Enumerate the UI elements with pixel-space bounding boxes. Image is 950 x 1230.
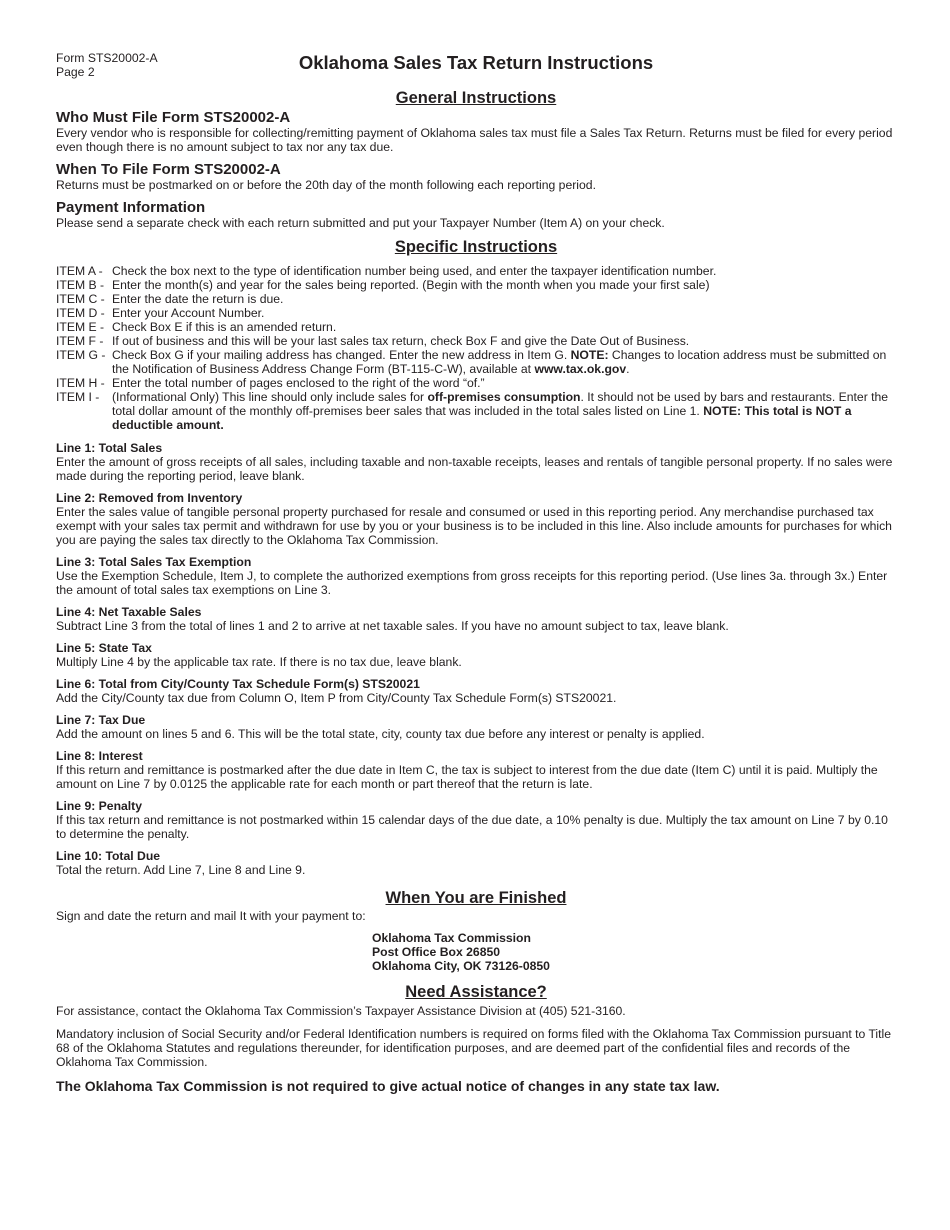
item-list (56, 264, 896, 432)
line-10-section (56, 849, 896, 877)
item-label: ITEM B - (56, 278, 105, 292)
item-h (56, 376, 896, 390)
item-g (56, 348, 896, 376)
item-label: ITEM I - (56, 390, 100, 404)
address-line: Post Office Box 26850 (372, 945, 501, 959)
when-finished-heading: When You are Finished (385, 889, 567, 907)
item-text (112, 390, 896, 432)
item-text: Enter the month(s) and year for the sales being reported. (Begin with the month when you made your first sale) (112, 278, 710, 292)
item-text-part: Changes to location address must be submitted on the Notification of Business Address Change Form (BT-115-C-W), available at (112, 348, 887, 376)
when-to-file-heading: When To File Form STS20002-A (56, 161, 281, 178)
form-identifier (56, 52, 158, 79)
item-text-part: Check Box G if your mailing address has changed. Enter the new address in Item G. (112, 348, 571, 362)
line-heading: Line 1: Total Sales (56, 441, 163, 455)
line-text: Enter the amount of gross receipts of all sales, including taxable and non-taxable receipts, leases and rentals of tangible personal property. If no sales were made during the reporting period, leave blank. (56, 455, 893, 483)
item-c (56, 292, 896, 306)
item-e (56, 320, 896, 334)
item-label: ITEM A - (56, 264, 103, 278)
item-text: Check Box E if this is an amended return. (112, 320, 337, 334)
emphasis-text: off-premises consumption (427, 390, 581, 404)
mandatory-id-notice: Mandatory inclusion of Social Security and/or Federal Identification numbers is required on forms filed with the Oklahoma Tax Commission pursuant to Title 68 of the Oklahoma Statutes and regulations thereunder, for identification purposes, and are deemed part of the confidential files and records of the Oklahoma Tax Commission. (56, 1027, 892, 1069)
assistance-contact: For assistance, contact the Oklahoma Tax Commission’s Taxpayer Assistance Division at (405) 521-3160. (56, 1004, 626, 1018)
item-f (56, 334, 896, 348)
item-label: ITEM E - (56, 320, 105, 334)
line-heading: Line 6: Total from City/County Tax Schedule Form(s) STS20021 (56, 677, 420, 691)
item-label: ITEM D - (56, 306, 105, 320)
line-heading: Line 5: State Tax (56, 641, 152, 655)
tax-law-notice: The Oklahoma Tax Commission is not required to give actual notice of changes in any state tax law. (56, 1078, 720, 1094)
line-heading: Line 7: Tax Due (56, 713, 146, 727)
line-9-section (56, 799, 896, 841)
document-page (56, 52, 896, 1094)
line-instructions (56, 441, 896, 877)
note-text: NOTE: This total is NOT a deductible amount. (112, 404, 852, 432)
line-1-section (56, 441, 896, 483)
item-i (56, 390, 896, 432)
line-text: Subtract Line 3 from the total of lines 1 and 2 to arrive at net taxable sales. If you have no amount subject to tax, leave blank. (56, 619, 729, 633)
item-text-part: . It should not be used by bars and restaurants. Enter the total dollar amount of the monthly off-premises beer sales that was included in the total sales listed on Line 1. (112, 390, 889, 418)
address-line: Oklahoma Tax Commission (372, 931, 531, 945)
line-text: If this return and remittance is postmarked after the due date in Item C, the tax is subject to interest from the due date (Item C) until it is paid. Multiply the amount on Line 7 by 0.0125 the applicable rate for each month or part thereof that the return is late. (56, 763, 878, 791)
item-text: Enter the date the return is due. (112, 292, 284, 306)
need-assistance-heading: Need Assistance? (405, 983, 547, 1001)
line-heading: Line 9: Penalty (56, 799, 143, 813)
item-text (112, 348, 896, 376)
form-number: Form STS20002-A (56, 51, 158, 65)
line-text: Add the amount on lines 5 and 6. This will be the total state, city, county tax due before any interest or penalty is applied. (56, 727, 705, 741)
item-text-part: . (626, 362, 630, 376)
line-text: Total the return. Add Line 7, Line 8 and Line 9. (56, 863, 306, 877)
who-must-file-heading: Who Must File Form STS20002-A (56, 109, 291, 126)
line-5-section (56, 641, 896, 669)
item-text: Enter the total number of pages enclosed to the right of the word “of.” (112, 376, 485, 390)
line-heading: Line 3: Total Sales Tax Exemption (56, 555, 252, 569)
item-b (56, 278, 896, 292)
line-heading: Line 8: Interest (56, 749, 143, 763)
item-a (56, 264, 896, 278)
item-text-part: (Informational Only) This line should only include sales for (112, 390, 428, 404)
page-title: Oklahoma Sales Tax Return Instructions (298, 52, 654, 73)
line-text: If this tax return and remittance is not postmarked within 15 calendar days of the due date, a 10% penalty is due. Multiply the tax amount on Line 7 by 0.10 to determine the penalty. (56, 813, 888, 841)
item-label: ITEM G - (56, 348, 106, 362)
line-7-section (56, 713, 896, 741)
line-8-section (56, 749, 896, 791)
specific-instructions-heading: Specific Instructions (394, 238, 558, 256)
item-d (56, 306, 896, 320)
item-label: ITEM C - (56, 292, 105, 306)
payment-information-text: Please send a separate check with each return submitted and put your Taxpayer Number (Item A) on your check. (56, 216, 665, 230)
item-label: ITEM F - (56, 334, 104, 348)
line-2-section (56, 491, 896, 547)
line-3-section (56, 555, 896, 597)
line-heading: Line 4: Net Taxable Sales (56, 605, 202, 619)
mailing-instruction: Sign and date the return and mail It with your payment to: (56, 909, 366, 923)
line-text: Enter the sales value of tangible personal property purchased for resale and consumed or used in this reporting period. Any merchandise purchased tax exempt with your sales tax permit and withdrawn for use by you or your business is to be included in this line. Also include amounts for purchases for which you are paying the sales tax directly to the Oklahoma Tax Commission. (56, 505, 892, 547)
item-text: Enter your Account Number. (112, 306, 265, 320)
who-must-file-text: Every vendor who is responsible for collecting/remitting payment of Oklahoma sales tax must file a Sales Tax Return. Returns must be filed for every period even though there is no amount subject to tax nor any tax due. (56, 126, 893, 154)
mailing-address (372, 931, 896, 973)
line-6-section (56, 677, 896, 705)
website-link[interactable]: www.tax.ok.gov (534, 362, 627, 376)
page-number: Page 2 (56, 64, 95, 79)
payment-information-heading: Payment Information (56, 199, 206, 216)
line-text: Use the Exemption Schedule, Item J, to complete the authorized exemptions from gross receipts for this reporting period. (Use lines 3a. through 3x.) Enter the amount of total sales tax exemptions on Line 3. (56, 569, 888, 597)
line-heading: Line 2: Removed from Inventory (56, 491, 243, 505)
line-heading: Line 10: Total Due (56, 849, 161, 863)
line-4-section (56, 605, 896, 633)
line-text: Multiply Line 4 by the applicable tax rate. If there is no tax due, leave blank. (56, 655, 462, 669)
item-text: If out of business and this will be your last sales tax return, check Box F and give the Date Out of Business. (112, 334, 690, 348)
general-instructions-heading: General Instructions (395, 89, 557, 107)
address-line: Oklahoma City, OK 73126-0850 (372, 959, 550, 973)
note-label: NOTE: (570, 348, 609, 362)
item-text: Check the box next to the type of identification number being used, and enter the taxpayer identification number. (112, 264, 717, 278)
line-text: Add the City/County tax due from Column O, Item P from City/County Tax Schedule Form(s) STS20021. (56, 691, 617, 705)
item-label: ITEM H - (56, 376, 105, 390)
when-to-file-text: Returns must be postmarked on or before the 20th day of the month following each reporting period. (56, 178, 596, 192)
